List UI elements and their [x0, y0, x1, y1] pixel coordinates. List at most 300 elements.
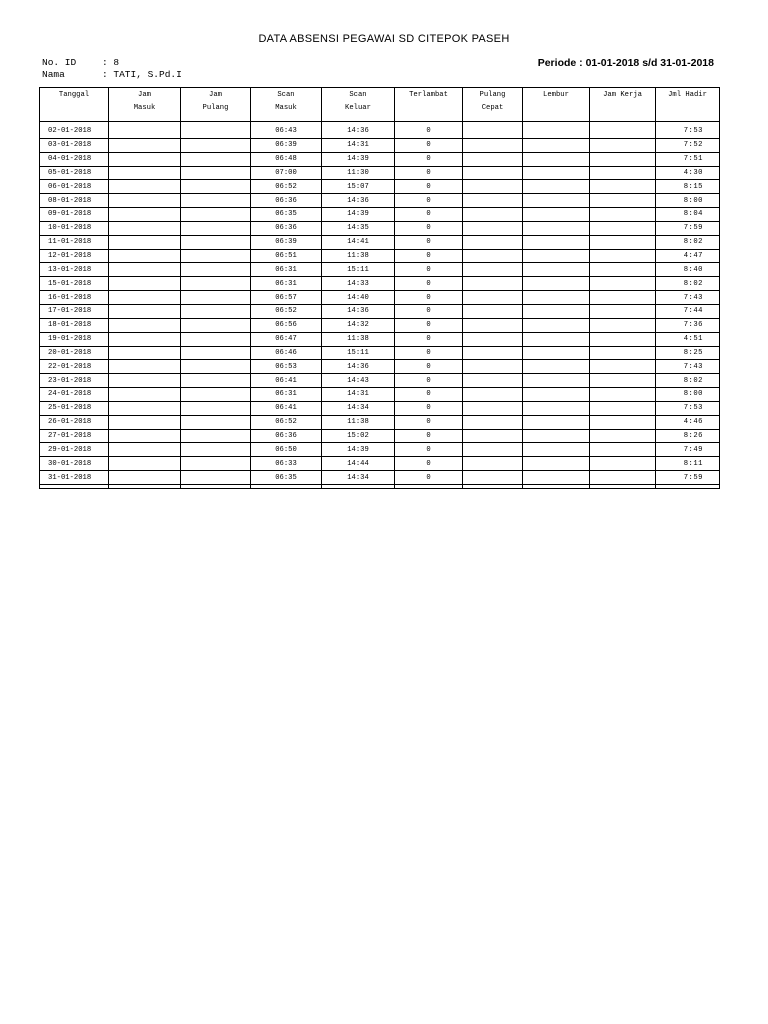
cell-jam-masuk: [109, 457, 181, 471]
cell-scan-keluar: 15:07: [322, 180, 395, 194]
cell-tanggal: 05-01-2018: [40, 166, 109, 180]
cell-scan-keluar: 15:11: [322, 263, 395, 277]
cell-lembur: [523, 249, 590, 263]
cell-tanggal: 09-01-2018: [40, 208, 109, 222]
employee-id-label: No. ID: [42, 57, 77, 68]
cell-jml-hadir: 8:40: [656, 263, 720, 277]
cell-jam-kerja: [590, 194, 656, 208]
cell-terlambat: 0: [395, 471, 463, 485]
table-row: [40, 263, 720, 277]
cell-jam-kerja: [590, 415, 656, 429]
footer-cell: [181, 484, 251, 488]
cell-jml-hadir: 7:43: [656, 291, 720, 305]
cell-lembur: [523, 152, 590, 166]
cell-terlambat: 0: [395, 122, 463, 139]
cell-scan-keluar: 14:33: [322, 277, 395, 291]
cell-pulang-cepat: [463, 318, 523, 332]
cell-jam-pulang: [181, 138, 251, 152]
table-row: [40, 221, 720, 235]
cell-lembur: [523, 374, 590, 388]
cell-jam-masuk: [109, 235, 181, 249]
cell-jam-pulang: [181, 208, 251, 222]
cell-jam-masuk: [109, 429, 181, 443]
cell-jam-masuk: [109, 374, 181, 388]
cell-jml-hadir: 7:49: [656, 443, 720, 457]
cell-lembur: [523, 457, 590, 471]
cell-jam-kerja: [590, 304, 656, 318]
cell-jam-pulang: [181, 122, 251, 139]
cell-scan-masuk: 06:57: [251, 291, 322, 305]
cell-jam-masuk: [109, 332, 181, 346]
cell-jam-kerja: [590, 221, 656, 235]
cell-jam-pulang: [181, 166, 251, 180]
cell-jam-kerja: [590, 122, 656, 139]
employee-id-row: [42, 57, 182, 69]
cell-tanggal: 18-01-2018: [40, 318, 109, 332]
cell-jam-kerja: [590, 277, 656, 291]
cell-scan-keluar: 14:43: [322, 374, 395, 388]
cell-scan-masuk: 06:46: [251, 346, 322, 360]
cell-jam-kerja: [590, 457, 656, 471]
cell-lembur: [523, 388, 590, 402]
cell-jam-kerja: [590, 346, 656, 360]
cell-tanggal: 25-01-2018: [40, 401, 109, 415]
cell-scan-keluar: 11:38: [322, 332, 395, 346]
cell-scan-masuk: 06:52: [251, 180, 322, 194]
cell-jam-pulang: [181, 360, 251, 374]
table-row: [40, 318, 720, 332]
cell-jam-masuk: [109, 443, 181, 457]
cell-jam-masuk: [109, 249, 181, 263]
cell-lembur: [523, 208, 590, 222]
cell-jam-kerja: [590, 401, 656, 415]
cell-jam-pulang: [181, 318, 251, 332]
cell-jml-hadir: 7:44: [656, 304, 720, 318]
cell-pulang-cepat: [463, 166, 523, 180]
cell-scan-keluar: 15:02: [322, 429, 395, 443]
header-terlambat: Terlambat: [395, 88, 463, 122]
cell-jam-pulang: [181, 443, 251, 457]
cell-jam-kerja: [590, 208, 656, 222]
cell-lembur: [523, 221, 590, 235]
cell-jam-kerja: [590, 249, 656, 263]
employee-id-value: : 8: [102, 57, 120, 68]
cell-scan-keluar: 14:36: [322, 304, 395, 318]
table-row: [40, 122, 720, 139]
table-row: [40, 194, 720, 208]
cell-jam-masuk: [109, 291, 181, 305]
cell-pulang-cepat: [463, 415, 523, 429]
cell-lembur: [523, 138, 590, 152]
header-tanggal: Tanggal: [40, 88, 109, 122]
cell-pulang-cepat: [463, 277, 523, 291]
cell-jam-pulang: [181, 332, 251, 346]
cell-pulang-cepat: [463, 235, 523, 249]
table-row: [40, 180, 720, 194]
cell-tanggal: 26-01-2018: [40, 415, 109, 429]
footer-cell: [322, 484, 395, 488]
cell-lembur: [523, 304, 590, 318]
cell-jam-pulang: [181, 429, 251, 443]
table-row: [40, 332, 720, 346]
cell-tanggal: 23-01-2018: [40, 374, 109, 388]
cell-jam-masuk: [109, 318, 181, 332]
cell-scan-masuk: 06:36: [251, 194, 322, 208]
cell-tanggal: 13-01-2018: [40, 263, 109, 277]
cell-scan-keluar: 15:11: [322, 346, 395, 360]
cell-terlambat: 0: [395, 332, 463, 346]
cell-jam-masuk: [109, 180, 181, 194]
cell-scan-masuk: 06:41: [251, 374, 322, 388]
cell-terlambat: 0: [395, 291, 463, 305]
cell-lembur: [523, 443, 590, 457]
cell-scan-keluar: 11:38: [322, 249, 395, 263]
cell-jml-hadir: 7:52: [656, 138, 720, 152]
cell-jam-kerja: [590, 443, 656, 457]
cell-jam-pulang: [181, 235, 251, 249]
cell-terlambat: 0: [395, 443, 463, 457]
cell-scan-keluar: 14:34: [322, 401, 395, 415]
cell-lembur: [523, 401, 590, 415]
cell-terlambat: 0: [395, 180, 463, 194]
cell-scan-keluar: 14:39: [322, 208, 395, 222]
cell-jam-masuk: [109, 304, 181, 318]
table-header-row: [40, 88, 720, 122]
cell-jam-pulang: [181, 194, 251, 208]
cell-terlambat: 0: [395, 138, 463, 152]
cell-jml-hadir: 7:53: [656, 122, 720, 139]
cell-pulang-cepat: [463, 388, 523, 402]
cell-jam-masuk: [109, 152, 181, 166]
cell-scan-masuk: 06:52: [251, 304, 322, 318]
cell-tanggal: 16-01-2018: [40, 291, 109, 305]
table-row: [40, 208, 720, 222]
cell-tanggal: 10-01-2018: [40, 221, 109, 235]
cell-terlambat: 0: [395, 277, 463, 291]
footer-cell: [523, 484, 590, 488]
cell-terlambat: 0: [395, 457, 463, 471]
cell-jam-kerja: [590, 318, 656, 332]
cell-jml-hadir: 8:02: [656, 277, 720, 291]
cell-scan-keluar: 11:38: [322, 415, 395, 429]
cell-pulang-cepat: [463, 152, 523, 166]
cell-lembur: [523, 277, 590, 291]
cell-jam-kerja: [590, 332, 656, 346]
cell-jml-hadir: 8:11: [656, 457, 720, 471]
cell-lembur: [523, 122, 590, 139]
cell-tanggal: 03-01-2018: [40, 138, 109, 152]
header-jam-masuk: Jam Masuk: [109, 88, 181, 122]
cell-jml-hadir: 4:30: [656, 166, 720, 180]
cell-scan-masuk: 06:31: [251, 388, 322, 402]
cell-tanggal: 31-01-2018: [40, 471, 109, 485]
cell-tanggal: 04-01-2018: [40, 152, 109, 166]
cell-scan-keluar: 14:32: [322, 318, 395, 332]
employee-name-row: [42, 69, 182, 81]
footer-cell: [40, 484, 109, 488]
cell-scan-keluar: 14:39: [322, 152, 395, 166]
table-row: [40, 277, 720, 291]
cell-jam-masuk: [109, 401, 181, 415]
cell-terlambat: 0: [395, 235, 463, 249]
footer-cell: [463, 484, 523, 488]
cell-scan-keluar: 14:39: [322, 443, 395, 457]
cell-jml-hadir: 4:47: [656, 249, 720, 263]
cell-scan-keluar: 14:36: [322, 122, 395, 139]
cell-jam-masuk: [109, 415, 181, 429]
cell-terlambat: 0: [395, 194, 463, 208]
cell-jam-kerja: [590, 291, 656, 305]
cell-jam-masuk: [109, 194, 181, 208]
cell-jam-masuk: [109, 471, 181, 485]
cell-jam-kerja: [590, 152, 656, 166]
table-row: [40, 415, 720, 429]
cell-jam-pulang: [181, 388, 251, 402]
header-scan-keluar: Scan Keluar: [322, 88, 395, 122]
cell-scan-masuk: 06:43: [251, 122, 322, 139]
cell-pulang-cepat: [463, 471, 523, 485]
cell-scan-masuk: 06:31: [251, 263, 322, 277]
cell-pulang-cepat: [463, 346, 523, 360]
cell-lembur: [523, 235, 590, 249]
report-title: DATA ABSENSI PEGAWAI SD CITEPOK PASEH: [258, 33, 510, 45]
cell-jml-hadir: 7:43: [656, 360, 720, 374]
table-row: [40, 388, 720, 402]
cell-scan-masuk: 06:47: [251, 332, 322, 346]
cell-tanggal: 30-01-2018: [40, 457, 109, 471]
cell-tanggal: 24-01-2018: [40, 388, 109, 402]
cell-lembur: [523, 429, 590, 443]
cell-jml-hadir: 8:15: [656, 180, 720, 194]
table-row: [40, 138, 720, 152]
cell-tanggal: 19-01-2018: [40, 332, 109, 346]
cell-pulang-cepat: [463, 263, 523, 277]
report-period: Periode : 01-01-2018 s/d 31-01-2018: [537, 57, 714, 69]
cell-terlambat: 0: [395, 318, 463, 332]
cell-scan-keluar: 14:31: [322, 138, 395, 152]
table-row: [40, 360, 720, 374]
cell-scan-keluar: 11:30: [322, 166, 395, 180]
cell-jam-masuk: [109, 360, 181, 374]
cell-pulang-cepat: [463, 180, 523, 194]
cell-jml-hadir: 8:04: [656, 208, 720, 222]
cell-jml-hadir: 8:26: [656, 429, 720, 443]
cell-jam-pulang: [181, 471, 251, 485]
cell-scan-masuk: 06:53: [251, 360, 322, 374]
cell-lembur: [523, 166, 590, 180]
table-row: [40, 235, 720, 249]
cell-tanggal: 22-01-2018: [40, 360, 109, 374]
cell-scan-masuk: 06:48: [251, 152, 322, 166]
cell-jam-masuk: [109, 277, 181, 291]
table-footer-row: [40, 484, 720, 488]
cell-scan-masuk: 06:52: [251, 415, 322, 429]
cell-tanggal: 06-01-2018: [40, 180, 109, 194]
cell-scan-masuk: 06:36: [251, 429, 322, 443]
header-lembur: Lembur: [523, 88, 590, 122]
cell-jml-hadir: 8:00: [656, 194, 720, 208]
cell-tanggal: 29-01-2018: [40, 443, 109, 457]
cell-jam-pulang: [181, 249, 251, 263]
table-row: [40, 457, 720, 471]
cell-pulang-cepat: [463, 221, 523, 235]
cell-tanggal: 11-01-2018: [40, 235, 109, 249]
cell-jam-pulang: [181, 415, 251, 429]
cell-lembur: [523, 346, 590, 360]
footer-cell: [109, 484, 181, 488]
cell-pulang-cepat: [463, 429, 523, 443]
cell-scan-masuk: 06:50: [251, 443, 322, 457]
cell-jam-masuk: [109, 122, 181, 139]
cell-scan-masuk: 06:39: [251, 235, 322, 249]
cell-jml-hadir: 4:46: [656, 415, 720, 429]
attendance-body: [40, 122, 720, 489]
table-row: [40, 401, 720, 415]
cell-pulang-cepat: [463, 332, 523, 346]
cell-lembur: [523, 194, 590, 208]
cell-scan-masuk: 06:36: [251, 221, 322, 235]
cell-scan-masuk: 06:35: [251, 208, 322, 222]
cell-jml-hadir: 7:53: [656, 401, 720, 415]
cell-tanggal: 02-01-2018: [40, 122, 109, 139]
cell-jam-pulang: [181, 263, 251, 277]
cell-jam-kerja: [590, 263, 656, 277]
cell-jam-pulang: [181, 346, 251, 360]
cell-lembur: [523, 291, 590, 305]
cell-scan-masuk: 06:51: [251, 249, 322, 263]
cell-scan-keluar: 14:41: [322, 235, 395, 249]
table-row: [40, 152, 720, 166]
cell-scan-keluar: 14:40: [322, 291, 395, 305]
cell-terlambat: 0: [395, 249, 463, 263]
cell-jml-hadir: 8:00: [656, 388, 720, 402]
cell-terlambat: 0: [395, 360, 463, 374]
cell-pulang-cepat: [463, 291, 523, 305]
footer-cell: [656, 484, 720, 488]
cell-jam-kerja: [590, 166, 656, 180]
cell-terlambat: 0: [395, 208, 463, 222]
cell-lembur: [523, 180, 590, 194]
cell-pulang-cepat: [463, 457, 523, 471]
cell-lembur: [523, 471, 590, 485]
cell-terlambat: 0: [395, 346, 463, 360]
cell-jam-kerja: [590, 374, 656, 388]
header-scan-masuk: Scan Masuk: [251, 88, 322, 122]
cell-terlambat: 0: [395, 304, 463, 318]
cell-scan-masuk: 06:41: [251, 401, 322, 415]
employee-info: [42, 57, 182, 81]
cell-terlambat: 0: [395, 415, 463, 429]
cell-tanggal: 17-01-2018: [40, 304, 109, 318]
cell-jam-masuk: [109, 221, 181, 235]
cell-scan-keluar: 14:36: [322, 194, 395, 208]
cell-jam-masuk: [109, 346, 181, 360]
cell-lembur: [523, 415, 590, 429]
cell-pulang-cepat: [463, 304, 523, 318]
cell-jam-kerja: [590, 180, 656, 194]
table-row: [40, 249, 720, 263]
header-jam-kerja: Jam Kerja: [590, 88, 656, 122]
table-row: [40, 471, 720, 485]
cell-pulang-cepat: [463, 374, 523, 388]
cell-terlambat: 0: [395, 429, 463, 443]
header-jam-pulang: Jam Pulang: [181, 88, 251, 122]
cell-tanggal: 12-01-2018: [40, 249, 109, 263]
cell-jml-hadir: 8:25: [656, 346, 720, 360]
cell-tanggal: 15-01-2018: [40, 277, 109, 291]
cell-terlambat: 0: [395, 401, 463, 415]
cell-jam-masuk: [109, 263, 181, 277]
cell-scan-masuk: 06:31: [251, 277, 322, 291]
cell-lembur: [523, 263, 590, 277]
cell-lembur: [523, 332, 590, 346]
cell-scan-keluar: 14:34: [322, 471, 395, 485]
cell-jml-hadir: 7:59: [656, 221, 720, 235]
footer-cell: [395, 484, 463, 488]
cell-scan-keluar: 14:31: [322, 388, 395, 402]
cell-terlambat: 0: [395, 374, 463, 388]
employee-name-label: Nama: [42, 69, 65, 80]
cell-jam-masuk: [109, 208, 181, 222]
table-row: [40, 166, 720, 180]
table-row: [40, 443, 720, 457]
cell-jam-pulang: [181, 277, 251, 291]
header-pulang-cepat: Pulang Cepat: [463, 88, 523, 122]
cell-jam-kerja: [590, 138, 656, 152]
cell-lembur: [523, 360, 590, 374]
cell-jam-kerja: [590, 360, 656, 374]
cell-pulang-cepat: [463, 249, 523, 263]
cell-scan-masuk: 07:00: [251, 166, 322, 180]
cell-tanggal: 20-01-2018: [40, 346, 109, 360]
table-row: [40, 346, 720, 360]
cell-pulang-cepat: [463, 138, 523, 152]
cell-jam-masuk: [109, 388, 181, 402]
cell-pulang-cepat: [463, 122, 523, 139]
cell-jam-pulang: [181, 180, 251, 194]
cell-jml-hadir: 4:51: [656, 332, 720, 346]
cell-jam-masuk: [109, 166, 181, 180]
attendance-table: [39, 87, 720, 489]
cell-lembur: [523, 318, 590, 332]
cell-jam-pulang: [181, 221, 251, 235]
footer-cell: [590, 484, 656, 488]
cell-jam-pulang: [181, 401, 251, 415]
cell-tanggal: 27-01-2018: [40, 429, 109, 443]
cell-jam-kerja: [590, 471, 656, 485]
cell-scan-masuk: 06:35: [251, 471, 322, 485]
cell-terlambat: 0: [395, 263, 463, 277]
employee-name-value: : TATI, S.Pd.I: [102, 69, 182, 80]
cell-terlambat: 0: [395, 388, 463, 402]
cell-jam-kerja: [590, 429, 656, 443]
cell-jam-masuk: [109, 138, 181, 152]
table-row: [40, 291, 720, 305]
footer-cell: [251, 484, 322, 488]
cell-tanggal: 08-01-2018: [40, 194, 109, 208]
cell-scan-keluar: 14:36: [322, 360, 395, 374]
cell-jam-kerja: [590, 388, 656, 402]
cell-terlambat: 0: [395, 152, 463, 166]
cell-jml-hadir: 7:59: [656, 471, 720, 485]
cell-jam-kerja: [590, 235, 656, 249]
cell-jam-pulang: [181, 374, 251, 388]
cell-pulang-cepat: [463, 401, 523, 415]
cell-scan-masuk: 06:39: [251, 138, 322, 152]
cell-jam-pulang: [181, 457, 251, 471]
cell-pulang-cepat: [463, 443, 523, 457]
cell-jml-hadir: 7:51: [656, 152, 720, 166]
